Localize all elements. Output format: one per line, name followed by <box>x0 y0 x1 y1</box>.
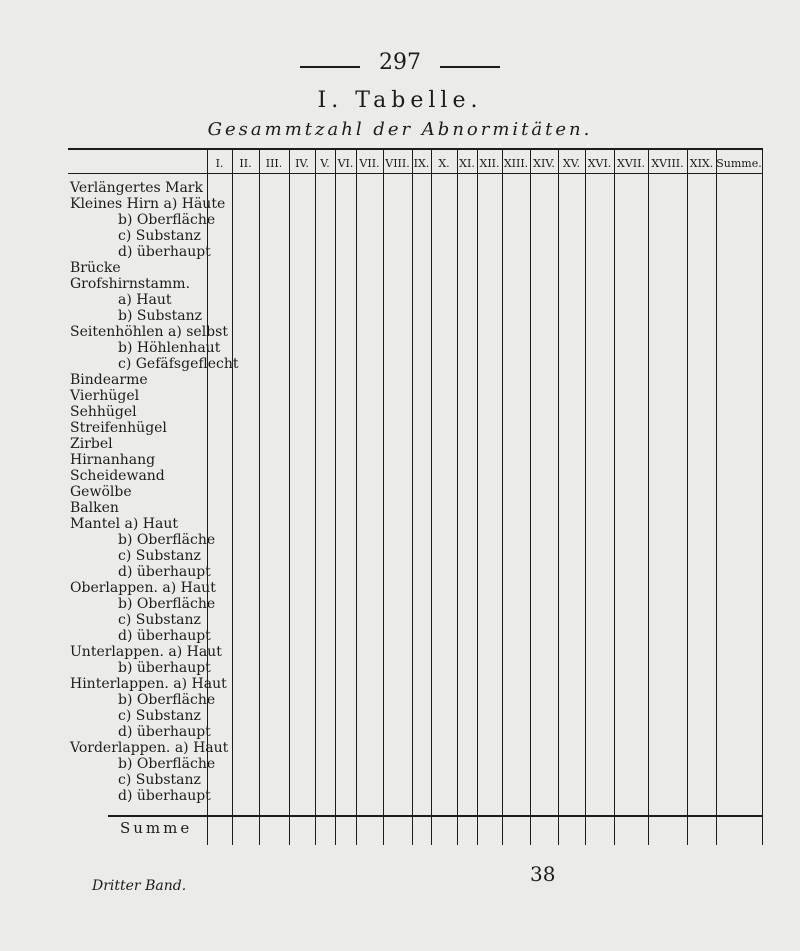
row-label: b) Oberfläche <box>118 212 216 228</box>
row-label: d) überhaupt <box>118 788 211 804</box>
table-title: I. Tabelle. <box>317 88 483 113</box>
row-label: Hinterlappen. a) Haut <box>70 676 227 692</box>
row-label: a) Haut <box>118 292 172 308</box>
column-header: V. <box>320 157 330 170</box>
column-rule <box>530 148 531 845</box>
sum-rule <box>108 815 762 817</box>
row-label: Grofshirnstamm. <box>70 276 191 292</box>
column-header: III. <box>265 157 283 170</box>
row-label: Hirnanhang <box>70 452 156 468</box>
column-header: I. <box>215 157 224 170</box>
footer-volume: Dritter Band. <box>92 878 187 894</box>
column-rule <box>687 148 688 845</box>
table-header-rule <box>68 173 762 174</box>
table-top-rule <box>68 148 762 150</box>
column-header: XIII. <box>503 157 529 170</box>
column-rule <box>431 148 432 845</box>
column-header: II. <box>239 157 252 170</box>
sum-label: Summe <box>120 819 193 837</box>
column-header: XV. <box>562 157 581 170</box>
row-label: Bindearme <box>70 372 148 388</box>
row-label: Seitenhöhlen a) selbst <box>70 324 228 340</box>
row-label: Kleines Hirn a) Häute <box>70 196 226 212</box>
column-header: IX. <box>413 157 430 170</box>
row-label: c) Substanz <box>118 708 201 724</box>
row-label: b) Oberfläche <box>118 596 216 612</box>
row-label: Vorderlappen. a) Haut <box>70 740 229 756</box>
row-label: b) Oberfläche <box>118 532 216 548</box>
column-header: VI. <box>337 157 354 170</box>
row-label: c) Substanz <box>118 228 201 244</box>
row-label: Gewölbe <box>70 484 132 500</box>
row-label: Vierhügel <box>70 388 140 404</box>
row-label: d) überhaupt <box>118 564 211 580</box>
column-rule <box>648 148 649 845</box>
header-rule-left <box>300 66 360 68</box>
column-header: XVI. <box>587 157 612 170</box>
footer-signature: 38 <box>530 862 556 886</box>
column-rule <box>335 148 336 845</box>
row-label: Mantel a) Haut <box>70 516 178 532</box>
row-label: b) Substanz <box>118 308 202 324</box>
column-header: XVIII. <box>651 157 684 170</box>
row-label: c) Gefäfsgeflecht <box>118 356 239 372</box>
row-label: Streifenhügel <box>70 420 167 436</box>
row-label: Unterlappen. a) Haut <box>70 644 222 660</box>
column-header: XVII. <box>617 157 645 170</box>
row-label: Brücke <box>70 260 121 276</box>
header-rule-right <box>440 66 500 68</box>
column-rule <box>289 148 290 845</box>
row-label: Balken <box>70 500 119 516</box>
row-label: c) Substanz <box>118 772 201 788</box>
column-rule <box>383 148 384 845</box>
column-header: XII. <box>479 157 500 170</box>
column-rule <box>232 148 233 845</box>
column-rule <box>614 148 615 845</box>
table-subtitle: Gesammtzahl der Abnormitäten. <box>207 119 593 140</box>
row-label: b) Höhlenhaut <box>118 340 221 356</box>
column-header: VIII. <box>385 157 410 170</box>
column-header: XI. <box>459 157 475 170</box>
row-label: c) Substanz <box>118 548 201 564</box>
row-label: Zirbel <box>70 436 113 452</box>
column-header: VII. <box>359 157 380 170</box>
row-label: Oberlappen. a) Haut <box>70 580 216 596</box>
row-label: Verlängertes Mark <box>70 180 203 196</box>
column-header: Summe. <box>716 157 762 170</box>
column-rule <box>716 148 717 845</box>
row-label: b) Oberfläche <box>118 756 216 772</box>
column-header: XIV. <box>533 157 555 170</box>
column-rule <box>259 148 260 845</box>
row-label: Sehhügel <box>70 404 137 420</box>
page-number: 297 <box>379 50 421 75</box>
row-label: d) überhaupt <box>118 724 211 740</box>
column-rule <box>585 148 586 845</box>
column-rule <box>412 148 413 845</box>
column-rule <box>315 148 316 845</box>
row-label: b) überhaupt <box>118 660 211 676</box>
column-rule <box>457 148 458 845</box>
column-rule <box>356 148 357 845</box>
column-rule <box>477 148 478 845</box>
column-rule <box>558 148 559 845</box>
row-label: b) Oberfläche <box>118 692 216 708</box>
column-header: X. <box>438 157 450 170</box>
column-header: XIX. <box>689 157 714 170</box>
row-label: c) Substanz <box>118 612 201 628</box>
column-rule <box>502 148 503 845</box>
column-header: IV. <box>295 157 309 170</box>
column-rule <box>762 148 763 845</box>
row-label: d) überhaupt <box>118 244 211 260</box>
row-label: d) überhaupt <box>118 628 211 644</box>
row-label: Scheidewand <box>70 468 165 484</box>
